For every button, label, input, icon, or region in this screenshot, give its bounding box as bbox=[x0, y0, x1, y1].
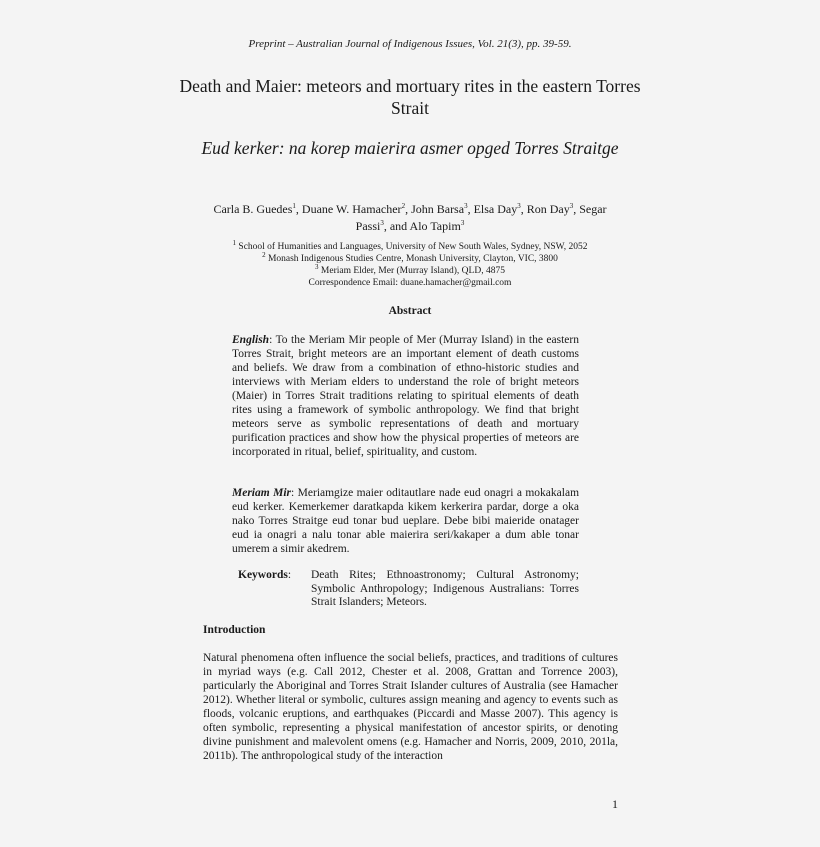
affiliation-text: Monash Indigenous Studies Centre, Monash University, Clayton, VIC, 3800 bbox=[267, 254, 558, 264]
abstract-meriam-mir bbox=[232, 486, 579, 556]
affiliation-line bbox=[160, 250, 660, 265]
author-affil-mark: 3 bbox=[380, 219, 384, 227]
author-separator: , bbox=[295, 202, 302, 216]
author-affil-mark: 2 bbox=[401, 202, 406, 210]
english-text: : To the Meriam Mir people of Mer (Murray Island) in the eastern Torres Strait, bright meteors are an important element of death customs and beliefs. We draw from a combination of ethno-historic studies and interviews with Meriam elders to understand the role of bright meteors (Maier) in Torres Strait traditions relating to spiritual elements of death rites using a framework of symbolic anthropology. We find that bright meteors serve as symbolic representations of death and mortuary purification practices and show how the physical properties of meteors are incorporated in ritual, belief, spirituality, and custom. bbox=[232, 334, 579, 458]
meriam-text: : Meriamgize maier oditautlare nade eud onagri a mokakalam eud kerker. Kemerkemer daratkapda kikem kerkerira pardar, dorge a oka nako Torres Straitge eud tonar bud ueplare. Debe bibi maieride onatager eud ia onagri a nalu tonar able maierira seri/kakaper a dum able tonar umerem a simir akedrem. bbox=[232, 487, 580, 555]
affiliation-mark: 2 bbox=[262, 250, 266, 259]
author-affil-mark: 3 bbox=[517, 202, 521, 210]
abstract-heading: Abstract bbox=[388, 305, 432, 317]
page-number: 1 bbox=[612, 797, 618, 811]
preprint-header: Preprint – Australian Journal of Indigenous Issues, Vol. 21(3), pp. 39-59. bbox=[248, 38, 572, 50]
author-name: Duane W. Hamacher bbox=[301, 202, 402, 216]
affiliation-line bbox=[160, 238, 660, 253]
paper-title: Death and Maier: meteors and mortuary rites in the eastern Torres Strait bbox=[179, 76, 641, 118]
keywords-text: Death Rites; Ethnoastronomy; Cultural Astronomy; Symbolic Anthropology; Indigenous Australians: Torres Strait Islanders; Meteors. bbox=[311, 569, 579, 608]
author-name: Carla B. Guedes bbox=[213, 202, 293, 216]
author-affil-mark: 1 bbox=[292, 202, 296, 210]
introduction-text: Natural phenomena often influence the social beliefs, practices, and traditions of cultures in myriad ways (e.g. Call 2012, Chester et al. 2008, Grattan and Torrence 2003), particularly the Aboriginal and Torres Strait Islander cultures of Australia (see Hamacher 2012). Whether literal or symbolic, cultures assign meaning and agency to events such as floods, volcanic eruptions, and earthquakes (Piccardi and Masse 2007). This agency is often symbolic, representing a physical manifestation of ancestor spirits, or denoting divine punishment and malevolent omens (e.g. Hamacher and Norris, 2009, 2010, 201la, 2011b). The anthropological study of the interaction bbox=[203, 652, 618, 762]
author-name: Ron Day bbox=[526, 202, 570, 216]
author-separator: , bbox=[573, 202, 580, 216]
author-name: Elsa Day bbox=[473, 202, 518, 216]
author-name: Alo Tapim bbox=[409, 219, 461, 233]
author-list bbox=[200, 201, 620, 235]
author-name: John Barsa bbox=[411, 202, 465, 216]
author-affil-mark: 3 bbox=[569, 202, 574, 210]
keywords-separator: : bbox=[287, 569, 292, 581]
affiliation-mark: 1 bbox=[232, 238, 237, 247]
author-separator: , bbox=[467, 202, 474, 216]
author-name: Segar Passi bbox=[355, 202, 607, 233]
paper-subtitle: Eud kerker: na korep maierira asmer opged Torres Straitge bbox=[201, 138, 619, 158]
author-separator: , and bbox=[383, 219, 410, 233]
correspondence-email: Correspondence Email: duane.hamacher@gmail.com bbox=[308, 278, 512, 288]
introduction-heading: Introduction bbox=[203, 624, 266, 636]
keywords-label bbox=[238, 569, 291, 581]
affiliation-text: Meriam Elder, Mer (Murray Island), QLD, 4875 bbox=[320, 266, 505, 276]
author-affil-mark: 3 bbox=[460, 219, 465, 227]
affiliation-mark: 3 bbox=[315, 262, 319, 271]
english-label: English bbox=[232, 334, 270, 346]
affiliation-line bbox=[160, 262, 660, 277]
affiliation-text: School of Humanities and Languages, University of New South Wales, Sydney, NSW, 2052 bbox=[238, 242, 588, 252]
abstract-english bbox=[232, 333, 579, 459]
affiliation-block bbox=[160, 238, 660, 289]
author-affil-mark: 3 bbox=[464, 202, 468, 210]
author-separator: , bbox=[520, 202, 527, 216]
meriam-label: Meriam Mir bbox=[232, 487, 292, 499]
keywords-label-text: Keywords bbox=[238, 569, 288, 581]
author-separator: , bbox=[405, 202, 412, 216]
